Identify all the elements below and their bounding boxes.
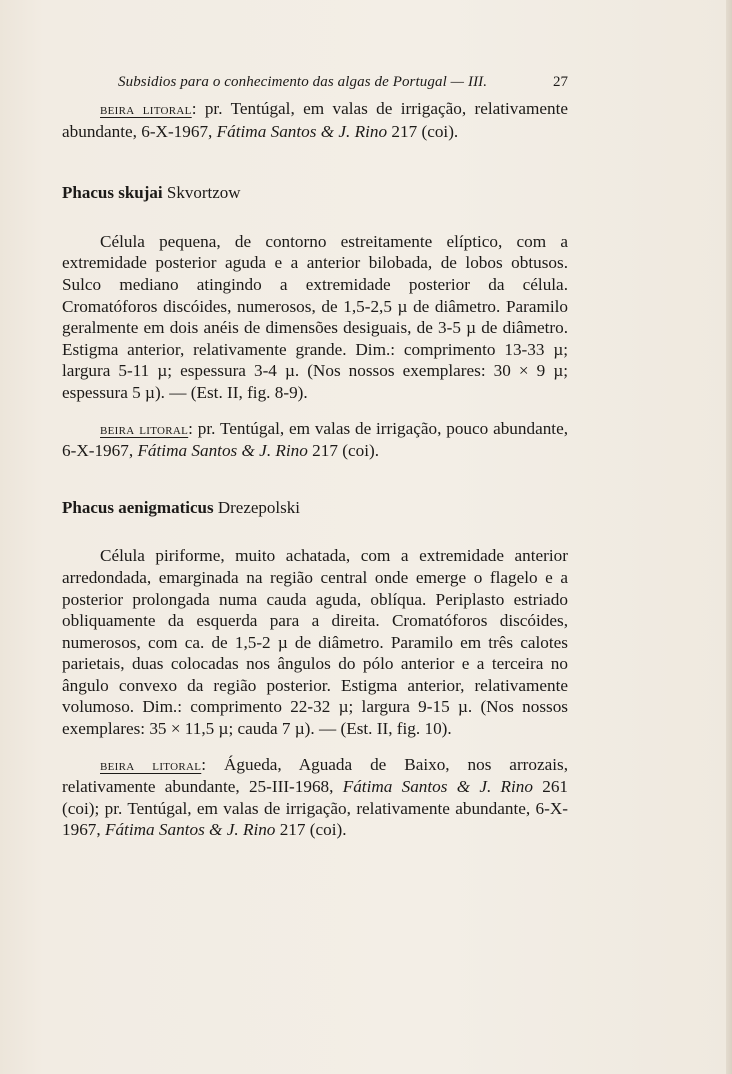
species-author: Drezepolski xyxy=(217,497,300,517)
species-heading xyxy=(62,182,568,204)
species-description: Célula piriforme, muito achatada, com a extremidade anterior arredondada, emarginada na região central onde emerge o flagelo e a posterior prolongada numa cauda aguda, oblíqua. Periplasto estriado obliquamente da esquerda para a direita. Cromatóforos discóides, numerosos, com ca. de 1,5-2 µ de diâmetro. Paramilo em três calotes parietais, duas colocadas nos ângulos do pólo anterior e a terceira no ângulo convexo da região posterior. Estigma anterior, relativamente volumoso. Dim.: comprimento 22-32 µ; largura 9-15 µ. (Nos nossos exemplares: 35 × 11,5 µ; cauda 7 µ). — (Est. II, fig. 10). xyxy=(62,546,568,739)
species-name: Phacus skujai xyxy=(62,183,163,203)
collectors: Fátima Santos & J. Rino xyxy=(137,441,308,461)
page-edge xyxy=(726,0,732,1074)
locality-text-mid: 261 (coi); pr. Tentúgal, em valas de irrigação, relativamente abundante, 6-X-1967, xyxy=(62,777,569,840)
locality-label: beira litoral xyxy=(100,101,192,118)
locality-record xyxy=(62,418,568,462)
running-header xyxy=(62,74,568,96)
page-number: 27 xyxy=(553,74,568,90)
species-name: Phacus aenigmaticus xyxy=(62,497,214,517)
collectors: Fátima Santos & J. Rino xyxy=(104,820,276,840)
page-body xyxy=(62,98,568,841)
locality-text-end: 217 (coi). xyxy=(275,820,347,840)
locality-text: : pr. Tentúgal, em valas de irrigação, relativamente abundante, 6-X-1967, xyxy=(62,99,569,141)
locality-record xyxy=(62,98,568,142)
locality-label: beira litoral xyxy=(100,756,202,774)
species-author: Skvortzow xyxy=(166,183,241,203)
locality-text-end: 217 (coi). xyxy=(387,121,459,141)
locality-record xyxy=(62,754,568,841)
locality-label: beira litoral xyxy=(100,420,189,438)
running-title: Subsidios para o conhecimento das algas de Portugal — III. xyxy=(118,74,488,90)
collectors: Fátima Santos & J. Rino xyxy=(216,121,388,141)
locality-text: : Águeda, Aguada de Baixo, nos arrozais, relativamente abundante, 25-III-1968, xyxy=(62,754,569,797)
species-heading xyxy=(62,497,568,519)
species-description: Célula pequena, de contorno estreitamente elíptico, com a extremidade posterior aguda e a anterior bilobada, de lobos obtusos. Sulco mediano atingindo a extremidade posterior da célula. Cromatóforos discóides, numerosos, de 1,5-2,5 µ de diâmetro. Paramilo geralmente em dois anéis de dimensões desiguais, de 3-5 µ de diâmetro. Estigma anterior, relativamente grande. Dim.: comprimento 13-33 µ; largura 5-11 µ; espessura 3-4 µ. (Nos nossos exemplares: 30 × 9 µ; espessura 5 µ). — (Est. II, fig. 8-9). xyxy=(62,231,568,402)
collectors: Fátima Santos & J. Rino xyxy=(342,777,533,797)
locality-text: : pr. Tentúgal, em valas de irrigação, pouco abundante, 6-X-1967, xyxy=(62,418,568,461)
locality-text-end: 217 (coi). xyxy=(307,441,379,461)
